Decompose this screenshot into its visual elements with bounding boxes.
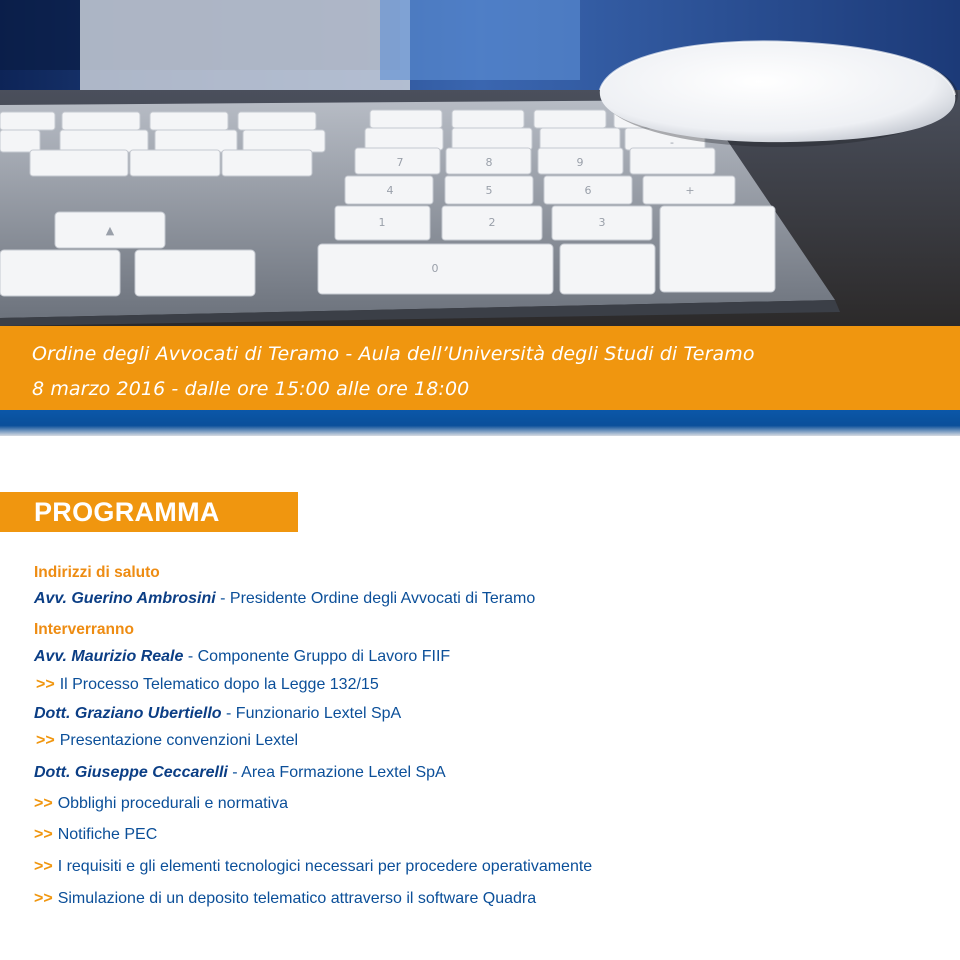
double-arrow-icon: >> — [34, 890, 53, 907]
topic-text: Il Processo Telematico dopo la Legge 132/15 — [59, 676, 379, 693]
speaker-name: Avv. Guerino Ambrosini — [34, 590, 216, 607]
keyboard-mouse-illustration — [0, 0, 960, 326]
section-heading-saluti: Indirizzi di saluto — [34, 564, 160, 581]
topic-item — [34, 826, 157, 844]
key-4-label: 4 — [386, 184, 394, 197]
topic-item — [34, 795, 288, 813]
key-6-label: 6 — [584, 184, 592, 197]
key-up-arrow-label: ▲ — [105, 224, 115, 237]
speaker-role: - Componente Gruppo di Lavoro FIIF — [183, 648, 451, 665]
double-arrow-icon: >> — [34, 826, 53, 843]
key-minus-label: - — [670, 136, 674, 149]
key-9-label: 9 — [576, 156, 584, 169]
event-venue: Ordine degli Avvocati di Teramo - Aula dell’Università degli Studi di Teramo — [32, 343, 755, 365]
speaker-name: Dott. Graziano Ubertiello — [34, 705, 222, 722]
event-date-time: 8 marzo 2016 - dalle ore 15:00 alle ore 18:00 — [32, 378, 470, 400]
double-arrow-icon: >> — [36, 732, 55, 749]
topic-text: Simulazione di un deposito telematico attraverso il software Quadra — [57, 890, 537, 907]
section-heading-interventi: Interverranno — [34, 621, 134, 638]
event-info-bar — [0, 326, 960, 410]
double-arrow-icon: >> — [36, 676, 55, 693]
speaker-role: - Presidente Ordine degli Avvocati di Teramo — [215, 590, 536, 607]
topic-item — [34, 890, 536, 908]
key-0-label: 0 — [431, 262, 439, 275]
speaker-name: Dott. Giuseppe Ceccarelli — [34, 764, 228, 781]
key-1-label: 1 — [378, 216, 386, 229]
speaker-role: - Funzionario Lextel SpA — [221, 705, 402, 722]
double-arrow-icon: >> — [34, 858, 53, 875]
programma-header — [0, 492, 298, 532]
topic-text: Notifiche PEC — [57, 826, 158, 843]
programma-title: PROGRAMMA — [34, 497, 220, 527]
key-5-label: 5 — [485, 184, 493, 197]
key-plus-label: + — [685, 184, 695, 197]
double-arrow-icon: >> — [34, 795, 53, 812]
topic-item — [36, 676, 379, 694]
speaker-line — [34, 705, 401, 723]
key-3-label: 3 — [598, 216, 606, 229]
speaker-name: Avv. Maurizio Reale — [34, 648, 184, 665]
topic-text: Obblighi procedurali e normativa — [57, 795, 289, 812]
blue-divider — [0, 410, 960, 436]
speaker-role: - Area Formazione Lextel SpA — [227, 764, 446, 781]
topic-text: I requisiti e gli elementi tecnologici necessari per procedere operativamente — [57, 858, 593, 875]
key-8-label: 8 — [485, 156, 493, 169]
topic-text: Presentazione convenzioni Lextel — [59, 732, 299, 749]
topic-item — [34, 858, 592, 876]
key-7-label: 7 — [396, 156, 404, 169]
speaker-line — [34, 764, 446, 782]
key-2-label: 2 — [488, 216, 496, 229]
topic-item — [36, 732, 298, 750]
hero-photo — [0, 0, 960, 326]
speaker-line — [34, 590, 535, 608]
speaker-line — [34, 648, 450, 666]
